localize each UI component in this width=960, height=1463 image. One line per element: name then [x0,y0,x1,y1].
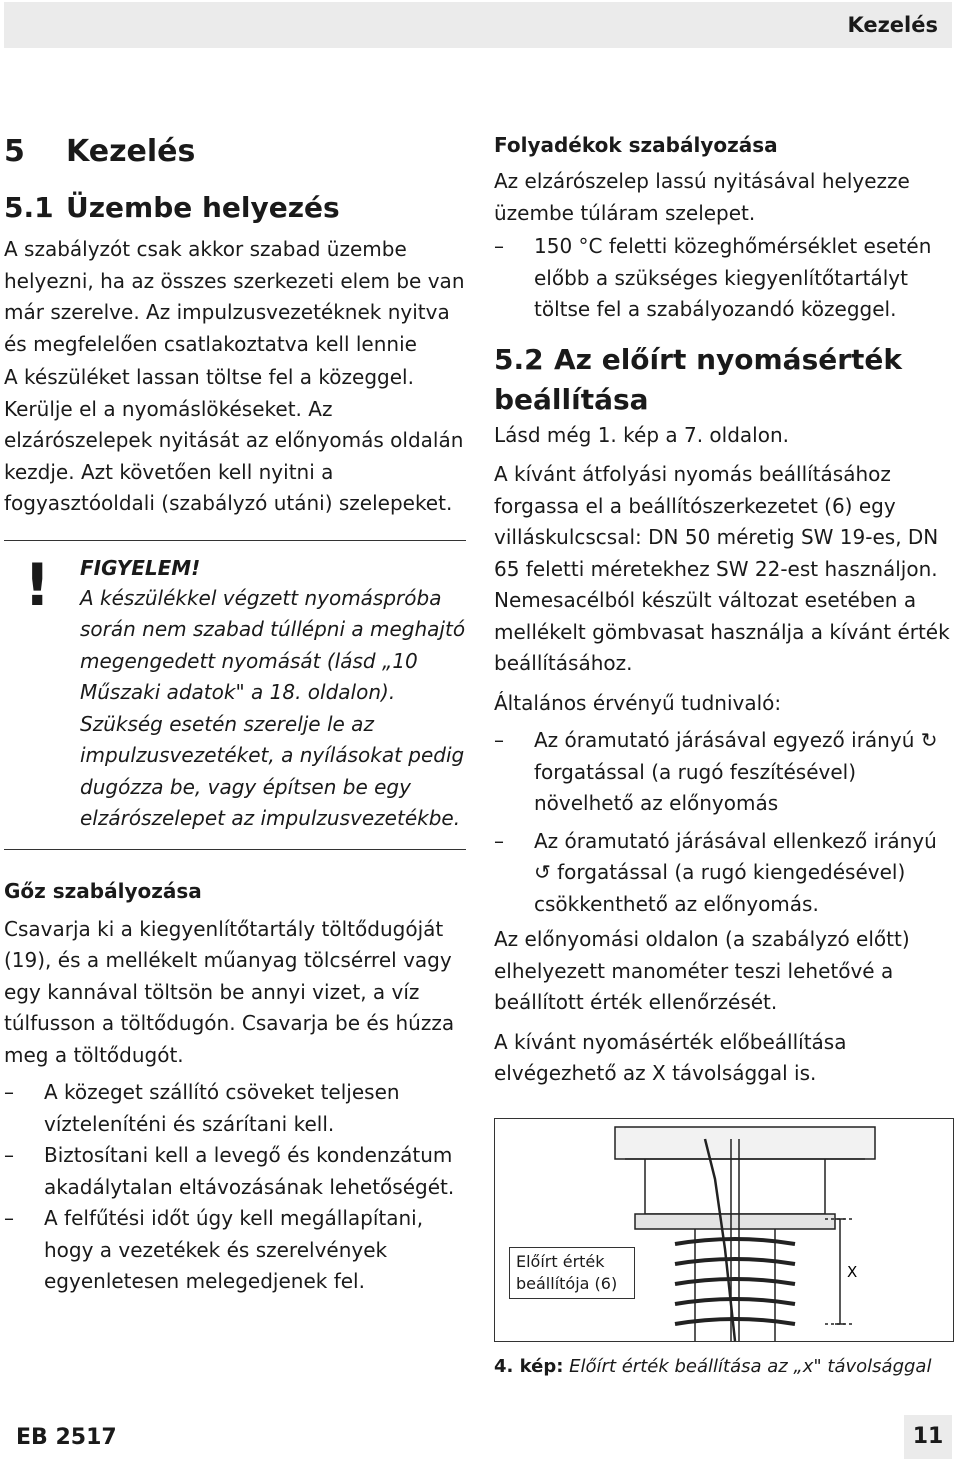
valve-drawing [495,1119,953,1341]
page-number: 11 [904,1415,952,1459]
warning-text: A készülékkel végzett nyomáspróba során nem szabad túllépni a meghajtó megengedett nyomását (lásd „10 Műszaki adatok" a 18. oldalon). Szükség esetén szerelje le az impulzusvezetéket, a nyílásokat pedig dugózza be, vagy építsen be egy elzárószelepet az impulzusvezetékbe. [80,585,466,830]
section-5-2-title: Az előírt nyomásérték beállítása [494,342,903,416]
dimension-x-label: X [847,1262,858,1281]
steam-paragraph: Csavarja ki a kiegyenlítőtartály töltődugóját (19), és a mellékelt műanyag tölcsérrel vagy egy kannával töltsön be annyi vizet, a víz túlfusson a töltődugón. Csavarja be és húzza meg a töltődugót. [4,916,455,1067]
commissioning-paragraph-1: A szabályzót csak akkor szabad üzembe helyezni, ha az összes szerkezeti elem be van már szerelve. Az impulzusvezetéknek nyitva és megfelelően csatlakoztatva kell lennie [4,237,465,356]
setpoint-adjuster-label: Előírt érték beállítója (6) [509,1247,635,1299]
warning-bottom-rule [4,849,466,850]
warning-exclamation-icon: ! [24,550,51,619]
header-bar [4,2,952,48]
liquid-list [494,231,952,326]
list-item: – A közeget szállító csöveket teljesen vízteleníténi és szárítani kell. [4,1077,466,1140]
warning-top-rule [4,540,466,541]
list-item: – 150 °C feletti közeghőmérséklet esetén előbb a szükséges kiegyenlítőtartályt töltse fel a szabályozandó közeggel. [494,231,952,326]
figure-caption-text: Előírt érték beállítása az „x" távolsággal [569,1355,932,1377]
setpoint-figure [494,1118,954,1342]
section-5-1-heading [4,188,466,228]
general-note-text: Általános érvényű tudnivaló: [494,690,782,715]
section-5-number: 5 [4,134,25,169]
footer [4,1413,952,1461]
section-5-title: Kezelés [66,134,196,169]
list-item: – Az óramutató járásával ellenkező irányú ↺ forgatással (a rugó kiengedésével) csökkenthető az előnyomás. [494,826,952,921]
list-item: – Biztosítani kell a levegő és kondenzátum akadálytalan eltávozásának lehetőségét. [4,1140,466,1203]
left-column [4,130,466,1298]
liquid-paragraph: Az elzárószelep lassú nyitásával helyezze üzembe túláram szelepet. [494,169,910,225]
list-item: – A felfűtési időt úgy kell megállapítani, hogy a vezetékek és szerelvények egyenletesen melegedjenek fel. [4,1203,466,1298]
rotation-list [494,725,952,920]
right-column [494,130,952,1380]
setpoint-paragraph-1: A kívánt átfolyási nyomás beállításához forgassa el a beállítószerkezetet (6) egy villáskulcscsal: DN 50 méretig SW 19-es, DN 65 feletti méretekhez SW 22-est használjon. Nemesacélból készült változat esetében a mellékelt gömbvasat használja a kívánt érték beállításához. [494,462,950,675]
section-5-2-heading [494,340,952,420]
setpoint-paragraph-2: Az előnyomási oldalon (a szabályzó előtt) elhelyezett manométer teszi lehetővé a beállított érték ellenőrzését. [494,927,910,1014]
document-id: EB 2517 [16,1425,117,1450]
steam-list [4,1077,466,1298]
section-5-1-title: Üzembe helyezés [66,191,340,224]
liquid-heading: Folyadékok szabályozása [494,133,778,157]
setpoint-paragraph-3: A kívánt nyomásérték előbeállítása elvégezhető az X távolsággal is. [494,1029,847,1085]
figure-caption [494,1354,952,1380]
see-also-text: Lásd még 1. kép a 7. oldalon. [494,422,789,447]
warning-box [4,540,466,850]
figure-caption-number: 4. kép: [494,1355,564,1377]
steam-heading: Gőz szabályozása [4,878,202,903]
warning-title: FIGYELEM! [80,555,201,580]
list-item: – Az óramutató járásával egyező irányú ↻ forgatással (a rugó feszítésével) növelhető az előnyomás [494,725,952,820]
header-section-title: Kezelés [847,13,938,37]
commissioning-paragraph-2: A készüléket lassan töltse fel a közeggel. Kerülje el a nyomáslökéseket. Az elzárószelepek nyitását az előnyomás oldalán kezdje. Azt követően kell nyitni a fogyasztóoldali (szabályzó utáni) szelepeket. [4,365,464,515]
section-5-2-number: 5.2 [494,342,544,376]
section-5-heading [4,130,466,174]
section-5-1-number: 5.1 [4,191,54,224]
